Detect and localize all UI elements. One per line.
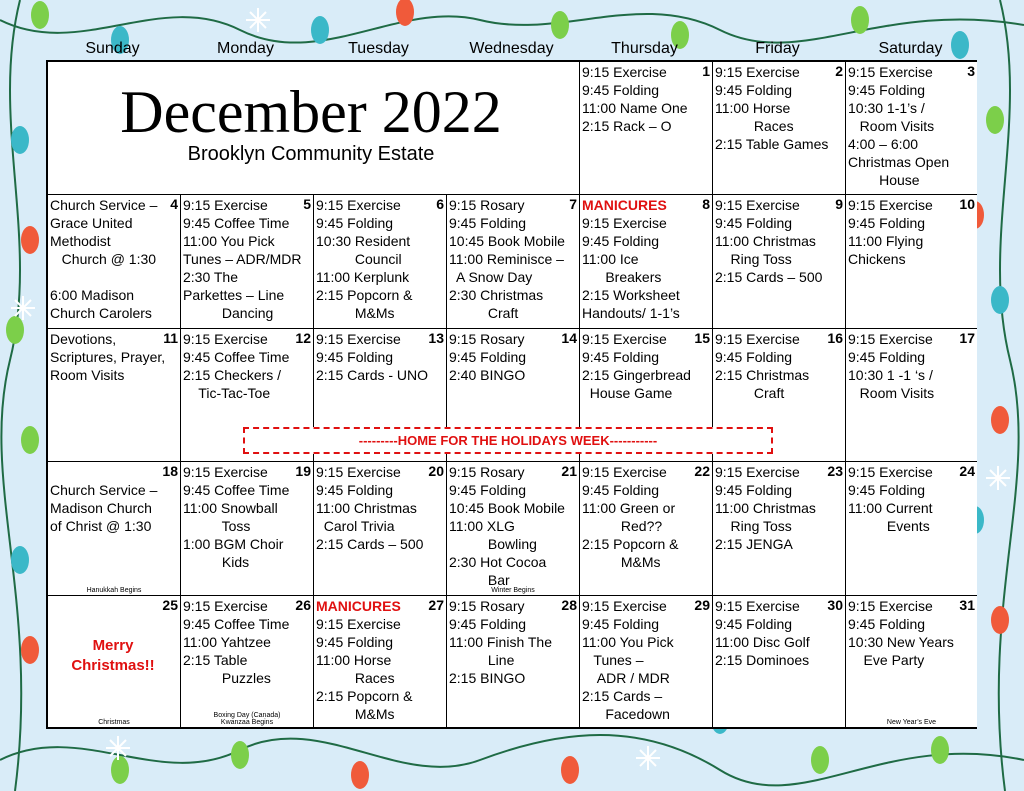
activity-line: 2:30 The: [183, 269, 239, 286]
activity-line: Room Visits: [848, 118, 935, 134]
day-cell-21: [447, 462, 580, 595]
activity-line: 11:00 Horse: [316, 651, 392, 668]
day-number: 28: [561, 596, 577, 613]
day-number: 26: [295, 596, 311, 613]
activity-line: 9:15 Exercise: [582, 464, 667, 481]
activity-line: Methodist: [50, 233, 111, 250]
day-cell-29: [580, 596, 713, 727]
activity-line: 2:40 BINGO: [449, 366, 526, 383]
weekday-tuesday: Tuesday: [348, 40, 409, 57]
activity-list: [316, 597, 444, 723]
activity-line: of Christ @ 1:30: [50, 518, 152, 535]
activity-line: 9:15 Exercise: [715, 464, 800, 481]
activity-line: 9:15 Exercise: [715, 197, 800, 214]
day-number: 14: [561, 329, 577, 346]
activity-line: [50, 463, 178, 481]
activity-line: Craft: [449, 305, 519, 322]
activity-line: 9:45 Coffee Time: [183, 215, 290, 232]
activity-line: Room Visits: [848, 384, 935, 401]
activity-line: 11:00 Reminisce –: [449, 251, 564, 268]
activity-list: [449, 330, 577, 384]
activity-list: [582, 597, 710, 723]
activity-line: Parkettes – Line: [183, 287, 285, 304]
day-number: 29: [694, 596, 710, 613]
weekday-monday: Monday: [217, 40, 274, 57]
activity-list: [316, 463, 444, 553]
activity-list: [449, 463, 577, 589]
activity-line: 10:30 New Years: [848, 633, 954, 650]
merry-line-2: Christmas!!: [71, 657, 155, 674]
activity-line: 2:15 JENGA: [715, 536, 793, 553]
activity-list: [848, 597, 975, 669]
activity-list: [715, 63, 843, 153]
activity-line: Church @ 1:30: [50, 251, 157, 268]
activity-line: Ring Toss: [715, 518, 792, 535]
day-cell-4: [48, 195, 181, 328]
activity-line: 9:45 Folding: [316, 633, 394, 650]
activity-line: 11:00 Current: [848, 500, 933, 517]
activity-line: 9:45 Coffee Time: [183, 482, 290, 499]
day-number: 30: [827, 596, 843, 613]
activity-line: 9:15 Exercise: [715, 330, 800, 347]
activity-list: [183, 463, 311, 571]
activity-line: 2:15 Table: [183, 651, 248, 668]
weekday-saturday: Saturday: [878, 40, 943, 57]
activity-line: M&Ms: [316, 305, 395, 322]
activity-line: 11:00 Yahtzee: [183, 633, 271, 650]
activity-line: 11:00 Christmas: [715, 500, 816, 517]
activity-line: Handouts/ 1-1’s: [582, 305, 680, 322]
activity-line: 9:15 Exercise: [582, 597, 667, 614]
day-number: 3: [967, 63, 975, 79]
activity-line: 9:45 Folding: [449, 482, 527, 499]
day-cell-8: [580, 195, 713, 328]
activity-line: Christmas Open: [848, 154, 950, 170]
activity-line: 9:15 Exercise: [582, 64, 667, 80]
activity-line: 9:45 Folding: [848, 215, 926, 232]
activity-line: 9:45 Folding: [582, 615, 660, 632]
activity-line: 9:15 Exercise: [183, 197, 268, 214]
activity-line: House Game: [582, 384, 673, 401]
activity-line: 2:15 Gingerbread: [582, 366, 691, 383]
day-cell-31: [846, 596, 977, 727]
activity-line: 2:30 Christmas: [449, 287, 544, 304]
day-cell-18: [48, 462, 181, 595]
activity-line: 9:15 Exercise: [582, 330, 667, 347]
activity-line: 2:15 Worksheet: [582, 287, 680, 304]
holiday-note: Winter Begins: [491, 586, 535, 594]
activity-line: ADR / MDR: [582, 669, 670, 686]
activity-list: [715, 196, 843, 286]
day-cell-10: [846, 195, 977, 328]
activity-line: 9:45 Folding: [582, 482, 660, 499]
activity-line: 2:15 Popcorn &: [316, 687, 413, 704]
day-cell-24: [846, 462, 977, 595]
activity-line: 11:00 Christmas: [715, 233, 816, 250]
day-cell-9: [713, 195, 846, 328]
activity-list: [183, 597, 311, 687]
day-cell-27: [314, 596, 447, 727]
activity-line: 2:15 BINGO: [449, 669, 526, 686]
activity-line: 9:15 Exercise: [848, 330, 933, 347]
day-number: 15: [694, 329, 710, 346]
activity-list: [848, 63, 975, 189]
activity-line: 9:45 Coffee Time: [183, 348, 290, 365]
holiday-note: New Year’s Eve: [886, 718, 937, 726]
activity-line: Puzzles: [183, 669, 271, 686]
activity-line: 9:15 Rosary: [449, 330, 525, 347]
activity-line: 2:15 Cards - UNO: [316, 366, 429, 383]
activity-line: 2:15 Christmas: [715, 366, 810, 383]
calendar-subtitle: Brooklyn Community Estate: [187, 143, 435, 165]
activity-line: 10:30 1-1’s /: [848, 100, 925, 116]
weekday-wednesday: Wednesday: [469, 40, 554, 57]
activity-line: 9:15 Exercise: [316, 615, 401, 632]
activity-line: 9:45 Folding: [582, 82, 660, 98]
activity-list: [848, 463, 975, 535]
activity-line: 10:45 Book Mobile: [449, 500, 565, 517]
activity-line: Facedown: [582, 705, 670, 722]
merry-line-1: Merry: [92, 637, 134, 654]
day-number: 19: [295, 463, 311, 480]
activity-line: 11:00 You Pick: [183, 233, 275, 250]
activity-line: 9:15 Rosary: [449, 464, 525, 481]
day-cell-5: [181, 195, 314, 328]
activity-line: M&Ms: [316, 705, 395, 722]
activity-line: 9:15 Exercise: [848, 64, 933, 80]
activity-line: [50, 268, 178, 286]
activity-line: Tic-Tac-Toe: [183, 384, 271, 401]
weekday-thursday: Thursday: [611, 40, 678, 57]
activity-line: 9:45 Folding: [582, 348, 660, 365]
activity-line: 4:00 – 6:00: [848, 136, 919, 152]
activity-line: 9:15 Exercise: [316, 197, 401, 214]
activity-list: [183, 196, 311, 322]
day-cell-2: [713, 62, 846, 195]
activity-line: 9:45 Folding: [449, 215, 527, 232]
activity-list: [50, 330, 178, 384]
activity-line: 9:45 Folding: [848, 348, 926, 365]
activity-line: Chickens: [848, 251, 906, 268]
activity-line: 11:00 Snowball: [183, 500, 278, 517]
activity-line: Tunes –: [582, 651, 644, 668]
activity-line: Breakers: [582, 269, 662, 286]
day-number: 7: [569, 196, 577, 213]
activity-line: 9:45 Folding: [316, 215, 394, 232]
activity-list: [316, 196, 444, 322]
activity-line: 1:00 BGM Choir: [183, 536, 284, 553]
day-number: 22: [694, 463, 710, 480]
day-cell-20: [314, 462, 447, 595]
activity-list: [582, 330, 710, 402]
activity-line: Races: [316, 669, 395, 686]
activity-line: 9:15 Exercise: [183, 330, 268, 347]
day-number: 24: [959, 463, 975, 480]
manicures-highlight: MANICURES: [316, 597, 401, 614]
activity-line: 10:30 1 -1 ‘s /: [848, 366, 933, 383]
activity-line: Line: [449, 651, 515, 668]
activity-list: [449, 597, 577, 687]
activity-line: 9:45 Coffee Time: [183, 615, 290, 632]
activity-line: 9:45 Folding: [449, 348, 527, 365]
activity-line: 9:45 Folding: [715, 348, 793, 365]
activity-line: 9:45 Folding: [449, 615, 527, 632]
activity-line: 2:15 Checkers /: [183, 366, 282, 383]
activity-line: 9:15 Exercise: [848, 464, 933, 481]
activity-line: Madison Church: [50, 500, 152, 517]
activity-line: House: [848, 172, 920, 188]
day-number: 6: [436, 196, 444, 213]
weekday-sunday: Sunday: [85, 40, 140, 57]
activity-line: Ring Toss: [715, 251, 792, 268]
activity-line: 11:00 Ice: [582, 251, 639, 268]
day-number: 20: [428, 463, 444, 480]
activity-line: 9:45 Folding: [316, 482, 394, 499]
holiday-week-banner: ---------HOME FOR THE HOLIDAYS WEEK-----------: [243, 427, 773, 454]
activity-line: 9:15 Exercise: [848, 197, 933, 214]
activity-line: 9:15 Exercise: [848, 597, 933, 614]
day-cell-1: [580, 62, 713, 195]
activity-line: 9:45 Folding: [715, 615, 793, 632]
activity-line: M&Ms: [582, 554, 661, 571]
day-cell-7: [447, 195, 580, 328]
activity-line: 9:45 Folding: [848, 482, 926, 499]
activity-line: 11:00 Finish The: [449, 633, 552, 650]
day-cell-3: [846, 62, 977, 195]
day-number: 16: [827, 329, 843, 346]
activity-line: Church Service –: [50, 482, 158, 499]
activity-list: [50, 463, 178, 535]
activity-line: 11:00 Christmas: [316, 500, 417, 517]
activity-list: [848, 196, 975, 268]
activity-line: Bar: [449, 572, 510, 589]
holiday-note: Christmas: [98, 718, 130, 726]
day-cell-26: [181, 596, 314, 727]
day-cell-11: [48, 329, 181, 462]
day-number: 21: [561, 463, 577, 480]
activity-line: 11:00 Flying: [848, 233, 924, 250]
day-number: 25: [162, 596, 178, 613]
activity-line: Events: [848, 518, 930, 535]
activity-line: Grace United: [50, 215, 133, 232]
day-cell-6: [314, 195, 447, 328]
activity-list: [582, 463, 710, 571]
day-number: 1: [702, 63, 710, 79]
activity-list: [848, 330, 975, 402]
activity-line: 2:15 Cards – 500: [316, 536, 424, 553]
activity-line: 9:45 Folding: [582, 233, 660, 250]
activity-list: [715, 463, 843, 553]
activity-line: 9:15 Exercise: [316, 464, 401, 481]
activity-line: 2:15 Dominoes: [715, 651, 810, 668]
day-number: 11: [163, 329, 178, 346]
activity-line: 11:00 Kerplunk: [316, 269, 410, 286]
activity-line: Devotions,: [50, 330, 117, 347]
holiday-note: Boxing Day (Canada) Kwanzaa Begins: [213, 711, 281, 726]
activity-line: 9:45 Folding: [715, 482, 793, 499]
activity-line: Toss: [183, 518, 251, 535]
activity-list: [715, 597, 843, 669]
activity-list: [449, 196, 577, 322]
activity-line: A Snow Day: [449, 269, 533, 286]
activity-line: 11:00 Name One: [582, 100, 688, 116]
activity-line: 9:15 Exercise: [316, 330, 401, 347]
activity-line: Room Visits: [50, 366, 125, 383]
activity-line: 2:15 Rack – O: [582, 118, 672, 134]
day-number: 9: [835, 196, 843, 213]
day-number: 5: [303, 196, 311, 213]
activity-line: 2:15 Cards –: [582, 687, 663, 704]
day-number: 4: [170, 196, 178, 213]
activity-line: Carol Trivia: [316, 518, 395, 535]
activity-line: 6:00 Madison: [50, 287, 135, 304]
manicures-highlight: MANICURES: [582, 197, 667, 214]
activity-list: [183, 330, 311, 402]
day-number: 17: [959, 329, 975, 346]
activity-line: 9:15 Exercise: [582, 215, 667, 232]
activity-line: 11:00 XLG: [449, 518, 515, 535]
holiday-note: Hanukkah Begins: [86, 586, 142, 594]
activity-line: Red??: [582, 518, 663, 535]
day-number: 12: [295, 329, 311, 346]
activity-line: 2:15 Cards – 500: [715, 269, 823, 286]
activity-list: [582, 63, 710, 135]
activity-list: [582, 196, 710, 322]
day-cell-22: [580, 462, 713, 595]
day-number: 10: [959, 196, 975, 213]
weekday-friday: Friday: [755, 40, 800, 57]
activity-line: Kids: [183, 554, 250, 571]
day-cell-30: [713, 596, 846, 727]
activity-line: 2:15 Table Games: [715, 136, 829, 152]
merry-christmas-text: [48, 636, 178, 676]
activity-line: 11:00 Horse: [715, 100, 791, 116]
day-number: 27: [428, 596, 444, 613]
activity-line: 2:30 Hot Cocoa: [449, 554, 547, 571]
activity-line: 9:15 Rosary: [449, 197, 525, 214]
activity-list: [316, 330, 444, 384]
activity-line: Tunes – ADR/MDR: [183, 251, 302, 268]
activity-line: 9:45 Folding: [715, 215, 793, 232]
day-cell-19: [181, 462, 314, 595]
activity-line: Church Service –: [50, 197, 158, 214]
activity-line: 2:15 Popcorn &: [582, 536, 679, 553]
activity-list: [715, 330, 843, 402]
activity-line: Craft: [715, 384, 785, 401]
activity-line: 11:00 Green or: [582, 500, 676, 517]
day-cell-28: [447, 596, 580, 727]
activity-line: Council: [316, 251, 402, 268]
activity-line: Races: [715, 118, 794, 134]
activity-line: 9:15 Exercise: [715, 64, 800, 80]
activity-line: 9:15 Exercise: [715, 597, 800, 614]
activity-line: Dancing: [183, 305, 274, 322]
activity-line: Eve Party: [848, 651, 925, 668]
activity-line: 9:45 Folding: [848, 82, 926, 98]
activity-line: 2:15 Popcorn &: [316, 287, 413, 304]
activity-line: 9:15 Exercise: [183, 597, 268, 614]
activity-line: Church Carolers: [50, 305, 152, 322]
day-number: 13: [428, 329, 444, 346]
activity-line: 11:00 Disc Golf: [715, 633, 810, 650]
activity-line: 10:45 Book Mobile: [449, 233, 565, 250]
activity-line: 9:45 Folding: [848, 615, 926, 632]
day-cell-17: [846, 329, 977, 462]
activity-line: 9:15 Exercise: [183, 464, 268, 481]
calendar-title: December 2022: [120, 79, 502, 145]
activity-line: 9:45 Folding: [316, 348, 394, 365]
day-number: 18: [162, 463, 178, 480]
activity-line: Bowling: [449, 536, 537, 553]
activity-line: 10:30 Resident: [316, 233, 411, 250]
day-number: 23: [827, 463, 843, 480]
day-number: 8: [702, 196, 710, 213]
day-number: 2: [835, 63, 843, 79]
activity-line: 9:45 Folding: [715, 82, 793, 98]
activity-list: [50, 196, 178, 322]
activity-line: 11:00 You Pick: [582, 633, 674, 650]
day-cell-23: [713, 462, 846, 595]
day-number: 31: [959, 596, 975, 613]
activity-line: 9:15 Rosary: [449, 597, 525, 614]
activity-line: Scriptures, Prayer,: [50, 348, 166, 365]
